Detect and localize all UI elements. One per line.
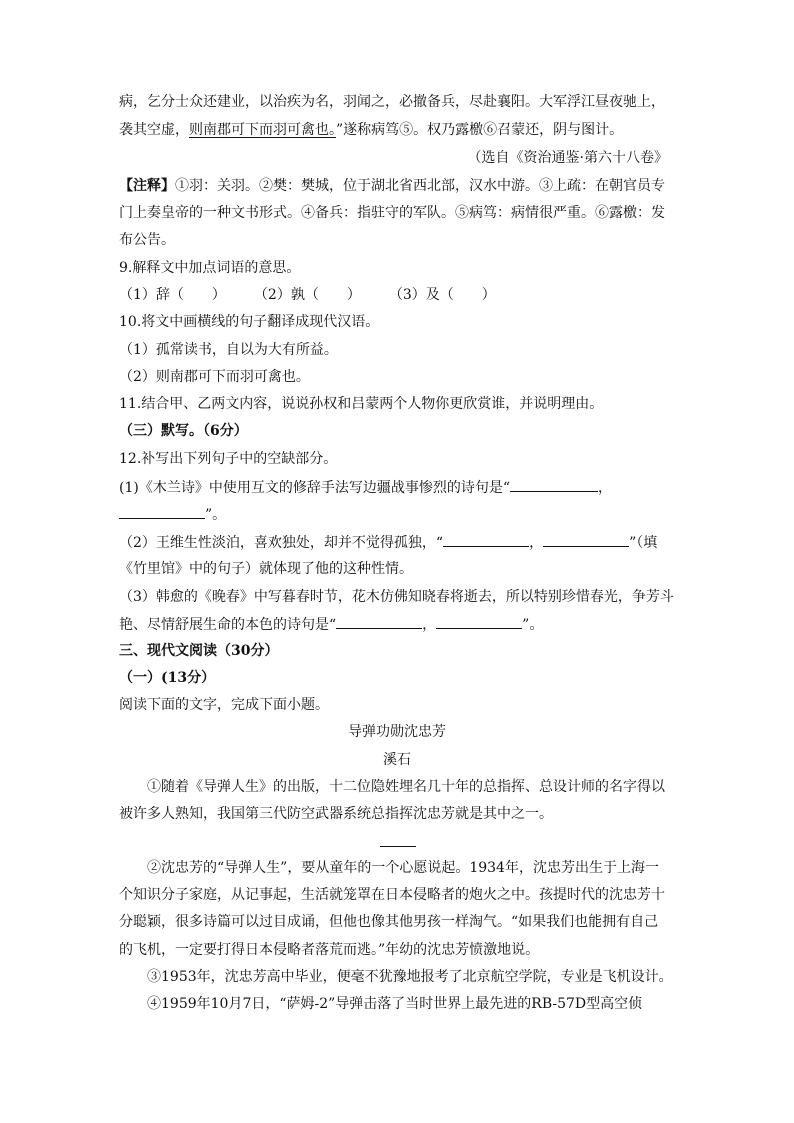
question-12-item-2-cont: 《竹里馆》中的句子）就体现了他的这种性情。: [119, 561, 413, 577]
q9-item-3: （3）及（ ）: [388, 287, 496, 303]
question-9-blanks: [119, 285, 496, 305]
article-title: 导弹功勋沈忠芳: [348, 724, 446, 740]
section-heading: （三）默写。（6分）: [119, 423, 248, 439]
paragraph-2-cont: 个知识分子家庭，从记事起，生活就笼罩在日本侵略者的炮火之中。孩提时代的沈忠芳十: [119, 887, 665, 903]
divider-line: [380, 846, 416, 847]
source-citation: （选自《资治通鉴·第六十八卷》: [467, 150, 668, 166]
q9-item-2: （2）孰（ ）: [253, 287, 361, 303]
question-12: 12.补写出下列句子中的空缺部分。: [119, 451, 338, 467]
text-fragment: 艳、尽情舒展生命的本色的诗句是“: [119, 617, 337, 633]
answer-blank[interactable]: [436, 614, 522, 629]
text-line: [119, 120, 623, 140]
paragraph-2: ②沈忠芳的“导弹人生”，要从童年的一个心愿说起。1934年，沈忠芳出生于上海一: [147, 860, 659, 876]
text-fragment: ，: [529, 535, 544, 551]
paragraph-1: ①随着《导弹人生》的出版，十二位隐姓埋名几十年的总指挥、总设计师的名字得以: [147, 779, 665, 795]
answer-blank[interactable]: [443, 532, 529, 547]
question-10-item-2: （2）则南郡可下而羽可禽也。: [119, 369, 310, 385]
notes-line: [119, 176, 665, 196]
answer-blank[interactable]: [543, 532, 629, 547]
question-10: 10.将文中画横线的句子翻译成现代汉语。: [119, 314, 380, 330]
question-12-item-1-cont: [119, 504, 226, 525]
question-10-item-1: （1）孤常读书，自以为大有所益。: [119, 342, 338, 358]
question-11: 11.结合甲、乙两文内容，说说孙权和吕蒙两个人物你更欣赏谁，并说明理由。: [119, 396, 604, 412]
text-fragment: ，: [422, 617, 437, 633]
notes-line: 布公告。: [119, 232, 175, 248]
text-fragment: (1)《木兰诗》中使用互文的修辞手法写边疆战事惨烈的诗句是“: [119, 480, 510, 496]
question-12-item-3: （3）韩愈的《晚春》中写暮春时节，花木仿佛知晓春将逝去，所以特别珍惜春光，争芳斗: [119, 589, 674, 605]
question-12-item-3-cont: [119, 614, 543, 635]
text-fragment: 袭其空虚，: [119, 122, 189, 138]
subsection-heading: （一）(13分）: [119, 670, 216, 686]
question-9: 9.解释文中加点词语的意思。: [119, 260, 301, 276]
text-fragment: ”（填: [629, 535, 658, 551]
paragraph-2-cont: 分聪颖，很多诗篇可以过目成诵，但他也像其他男孩一样淘气。“如果我们也能拥有自己: [119, 914, 659, 930]
question-12-item-2: [119, 532, 657, 553]
answer-blank[interactable]: [119, 504, 205, 519]
answer-blank[interactable]: [336, 614, 422, 629]
notes-text: ①羽：关羽。②樊：樊城，位于湖北省西北部，汉水中游。③上疏：在朝官员专: [175, 178, 665, 194]
instruction: 阅读下面的文字，完成下面小题。: [119, 697, 329, 713]
underlined-sentence: 则南郡可下而羽可禽也。: [189, 122, 336, 138]
paragraph-2-cont: 的飞机，一定要打得日本侵略者落荒而逃。”年幼的沈忠芳愤激地说。: [119, 942, 540, 958]
question-12-item-1: [119, 477, 612, 498]
paragraph-3: ③1953年，沈忠芳高中毕业，便毫不犹豫地报考了北京航空学院，专业是飞机设计。: [147, 969, 673, 985]
paragraph-1-cont: 被许多人熟知，我国第三代防空武器系统总指挥沈忠芳就是其中之一。: [119, 806, 553, 822]
part-heading: 三、现代文阅读（30分）: [119, 643, 279, 659]
notes-line: 门上奏皇帝的一种文书形式。④备兵：指驻守的军队。⑤病笃：病情很严重。⑥露檄：发: [119, 205, 665, 221]
text-fragment: （2）王维生性淡泊，喜欢独处，却并不觉得孤独，“: [119, 535, 444, 551]
notes-label: 【注释】: [119, 178, 175, 194]
text-fragment: ”。: [522, 617, 544, 633]
text-fragment: ，: [598, 480, 612, 496]
paragraph-4: ④1959年10月7日，“萨姆-2”导弹击落了当时世界上最先进的RB-57D型高空侦: [147, 996, 643, 1012]
article-author: 溪石: [383, 752, 411, 768]
text-fragment: ”。: [205, 507, 227, 523]
q9-item-1: （1）辞（ ）: [119, 287, 226, 303]
text-line: 病，乞分士众还建业，以治疾为名，羽闻之，必撤备兵，尽赴襄阳。大军浮江昼夜驰上，: [119, 94, 665, 110]
text-fragment: ”遂称病笃⑤。权乃露檄⑥召蒙还，阴与图计。: [336, 122, 624, 138]
answer-blank[interactable]: [510, 477, 598, 492]
